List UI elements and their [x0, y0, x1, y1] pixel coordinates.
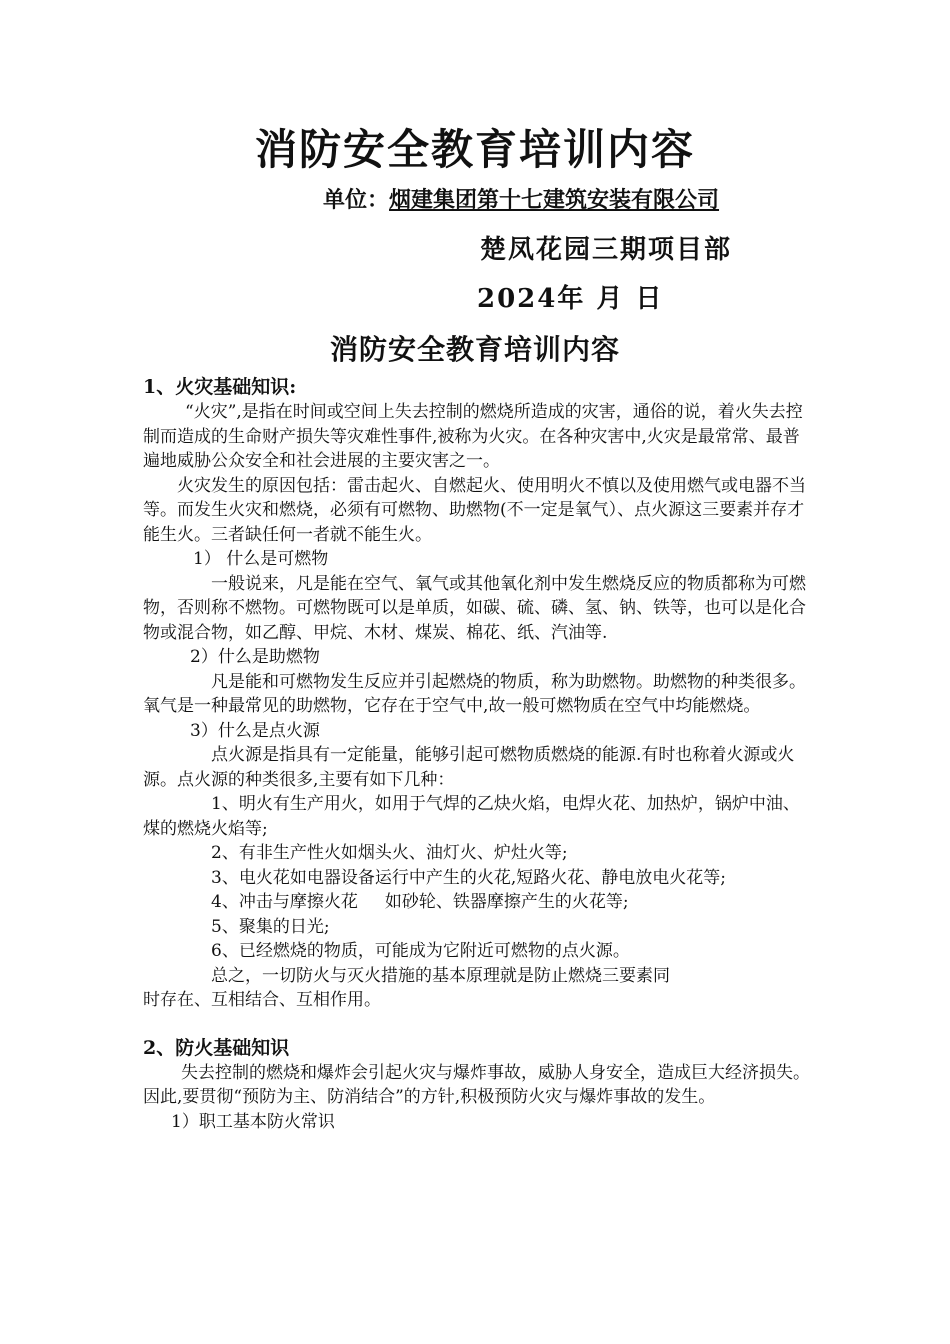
question-oxidizer: 2）什么是助燃物 — [190, 647, 320, 667]
summary-line-2: 时存在、互相结合、互相作用。 — [143, 990, 381, 1010]
section2-heading: 2、防火基础知识 — [143, 1036, 290, 1059]
section2-question1: 1）职工基本防火常识 — [171, 1111, 335, 1132]
list-item: 5、聚集的日光; — [211, 916, 330, 937]
list-item: 6、已经燃烧的物质，可能成为它附近可燃物的点火源。 — [211, 941, 630, 961]
answer-ignition: 点火源是指具有一定能量，能够引起可燃物质燃烧的能源.有时也称着火源或火源。点火源的种类很多,主要有如下几种： — [143, 745, 795, 790]
spacer — [143, 1013, 813, 1035]
main-title: 消防安全教育培训内容 — [254, 125, 695, 174]
project-name: 楚凤花园三期项目部 — [480, 235, 733, 265]
section1-heading: 1、火灾基础知识: — [143, 376, 297, 398]
sub-title: 消防安全教育培训内容 — [329, 333, 620, 366]
question-ignition: 3）什么是点火源 — [190, 720, 320, 741]
list-item: 2、有非生产性火如烟头火、油灯火、炉灶火等; — [211, 843, 568, 863]
list-item: 1、明火有生产用火，如用于气焊的乙炔火焰，电焊火花、加热炉，锅炉中油、煤的燃烧火焰等; — [143, 794, 800, 839]
list-item: 4、冲击与摩擦火花 如砂轮、铁器摩擦产生的火花等; — [211, 892, 629, 912]
unit-label: 单位： — [323, 187, 390, 213]
section2-para1: 失去控制的燃烧和爆炸会引起火灾与爆炸事故，威胁人身安全，造成巨大经济损失。因此,要贯彻“预防为主、防消结合”的方针,积极预防火灾与爆炸事故的发生。 — [143, 1062, 810, 1107]
list-item: 3、电火花如电器设备运行中产生的火花,短路火花、静电放电火花等; — [211, 867, 726, 888]
answer-oxidizer: 凡是能和可燃物发生反应并引起燃烧的物质，称为助燃物。助燃物的种类很多。氧气是一种最常见的助燃物，它存在于空气中,故一般可燃物质在空气中均能燃烧。 — [143, 671, 806, 716]
summary-line-1: 总之，一切防火与灭火措施的基本原理就是防止燃烧三要素同 — [211, 965, 670, 986]
question-combustible: 1） 什么是可燃物 — [193, 549, 329, 569]
section1-para1: “火灾”,是指在时间或空间上失去控制的燃烧所造成的灾害，通俗的说，着火失去控制而造成的生命财产损失等灾难性事件,被称为火灾。在各种灾害中,火灾是最常常、最普遍地威胁公众安全和社会进展的主要灾害之一。 — [143, 402, 803, 471]
unit-name: 烟建集团第十七建筑安装有限公司 — [389, 187, 720, 213]
unit-line — [323, 184, 719, 216]
section1-para2: 火灾发生的原因包括：雷击起火、自燃起火、使用明火不慎以及使用燃气或电器不当等。而发生火灾和燃烧，必须有可燃物、助燃物(不一定是氧气）、点火源这三要素并存才能生火。三者缺任何一者就不能生火。 — [143, 475, 806, 545]
date-line: 2024年 月 日 — [477, 284, 664, 314]
answer-combustible: 一般说来，凡是能在空气、氧气或其他氧化剂中发生燃烧反应的物质都称为可燃物，否则称不燃物。可燃物既可以是单质，如碳、硫、磷、氢、钠、铁等，也可以是化合物或混合物，如乙醇、甲烷、木材、煤炭、棉花、纸、汽油等. — [143, 573, 806, 643]
body-text — [143, 374, 813, 1134]
